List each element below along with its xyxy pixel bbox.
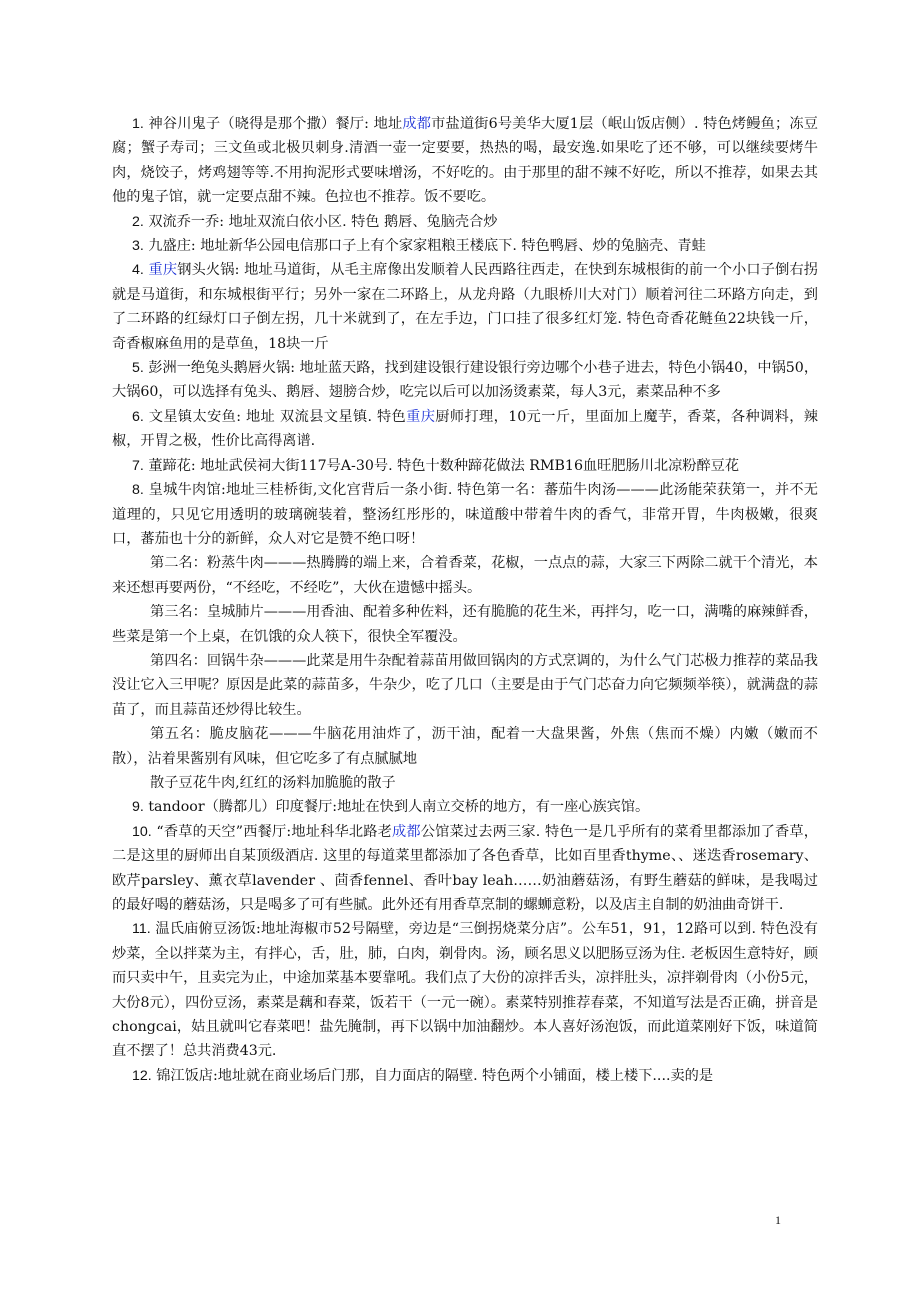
list-item: 7. 董蹄花: 地址武侯祠大街117号A-30号. 特色十数种蹄花做法 RMB16血旺肥肠川北凉粉醉豆花 (132, 457, 740, 474)
sub-paragraph: 第五名：脆皮脑花———牛脑花用油炸了，沥干油，配着一大盘果酱，外焦（焦而不燥）内嫩（嫩而不散），沾着果酱别有风味，但它吃多了有点腻腻地 (112, 726, 818, 767)
list-item: 4. 重庆钢头火锅: 地址马道街，从毛主席像出发顺着人民西路往西走，在快到东城根街的前一个小口子倒右拐就是马道街，和东城根街平行；另外一家在二环路上，从龙舟路（九眼桥川大对门）顺着河往二环路方向走，到了二环路的红绿灯口子倒左拐，几十米就到了，在左手边，门口挂了很多红灯笼. 特色奇香花鲢鱼22块钱一斤，奇香椒麻鱼用的是草鱼，18块一斤 (112, 262, 818, 352)
sub-paragraph: 第三名：皇城肺片———用香油、配着多种佐料，还有脆脆的花生米，再拌匀，吃一口，满嘴的麻辣鲜香，些菜是第一个上桌，在饥饿的众人筷下，很快全军覆没。 (112, 604, 818, 645)
page-number: 1 (775, 1213, 781, 1227)
list-item: 5. 彭洲一绝兔头鹅唇火锅: 地址蓝天路，找到建设银行建设银行旁边哪个小巷子进去，特色小锅40，中锅50，大锅60，可以选择有兔头、鹅唇、翅膀合炒，吃完以后可以加汤烫素菜，每人3元，素菜品种不多 (112, 360, 819, 401)
city-link[interactable]: 重庆 (148, 262, 178, 279)
list-item: 3. 九盛庄: 地址新华公园电信那口子上有个家家粗粮王楼底下. 特色鸭唇、炒的兔脑壳、青蛙 (132, 238, 706, 255)
city-link[interactable]: 成都 (391, 823, 421, 840)
list-item: 6. 文星镇太安鱼: 地址 双流县文星镇. 特色重庆厨师打理，10元一斤，里面加上魔芋，香菜，各种调料，辣椒，开胃之极，性价比高得离谱. (112, 408, 818, 450)
document-body (112, 112, 818, 1088)
city-link[interactable]: 重庆 (406, 408, 436, 425)
list-item: 9. tandoor（腾都儿）印度餐厅:地址在快到人南立交桥的地方，有一座心族宾馆。 (132, 799, 650, 816)
list-item: 11. 温氏庙俯豆汤饭:地址海椒市52号隔壁，旁边是“三倒拐烧菜分店”。公车51，91，12路可以到. 特色没有炒菜，全以拌菜为主，有拌心，舌，肚，肺，白肉，剃骨肉。汤，顾名思义以肥肠豆汤为住. 老板因生意特好，顾而只卖中午，且卖完为止，中途加菜基本要靠吼。我们点了大份的凉拌舌头，凉拌肚头，凉拌剃骨肉（小份5元，大份8元），四份豆汤，素菜是藕和春菜，饭若干（一元一碗）。素菜特别推荐春菜，不知道写法是否正确，拼音是chongcai，姑且就叫它春菜吧！盐先腌制，再下以锅中加油翻炒。本人喜好汤泡饭，而此道菜刚好下饭，味道简直不摆了！总共消费43元. (112, 921, 818, 1060)
list-item: 10. “香草的天空”西餐厅:地址科华北路老成都公馆菜过去两三家. 特色一是几乎所有的菜肴里都添加了香草，二是这里的厨师出自某顶级酒店. 这里的每道菜里都添加了各色香草，比如百里香thyme、、迷迭香rosemary、欧芹parsley、薰衣草lavender 、茴香fennel、香叶bay leah……奶油蘑菇汤，有野生蘑菇的鲜味，是我喝过的最好喝的蘑菇汤，只是喝多了可有些腻。此外还有用香草烹制的螺蛳意粉，以及店主自制的奶油曲奇饼干. (112, 823, 818, 913)
sub-paragraph: 第四名：回锅牛杂———此菜是用牛杂配着蒜苗用做回锅肉的方式烹调的，为什么气门芯极力推荐的菜品我没让它入三甲呢？原因是此菜的蒜苗多，牛杂少，吃了几口（主要是由于气门芯奋力向它频频举筷），就满盘的蒜苗了，而且蒜苗还炒得比较生。 (112, 652, 818, 718)
list-item: 12. 锦江饭店:地址就在商业场后门那，自力面店的隔壁. 特色两个小铺面，楼上楼下....卖的是 (132, 1067, 714, 1084)
list-item: 1. 神谷川鬼子（晓得是那个撒）餐厅: 地址成都市盐道街6号美华大厦1层（岷山饭店侧）. 特色烤鳗鱼；冻豆腐；蟹子寿司；三文鱼或北极贝刺身.清酒一壶一定要要，热热的喝，最安逸.如果吃了还不够，可以继续要烤牛肉，烧饺子，烤鸡翅等等.不用拘泥形式要味增汤，不好吃的。由于那里的甜不辣不好吃，所以不推荐，如果去其他的鬼子馆，就一定要点甜不辣。色拉也不推荐。饭不要吃。 (112, 116, 818, 206)
sub-paragraph: 散子豆花牛肉,红红的汤料加脆脆的散子 (150, 774, 396, 791)
city-link[interactable]: 成都 (402, 116, 432, 132)
sub-paragraph: 第二名：粉蒸牛肉———热腾腾的端上来，合着香菜，花椒，一点点的蒜，大家三下两除二就干个清光，本来还想再要两份，“不经吃，不经吃”，大伙在遗憾中摇头。 (112, 555, 818, 596)
list-item: 8. 皇城牛肉馆:地址三桂桥街,文化宫背后一条小街. 特色第一名：蕃茄牛肉汤———此汤能荣获第一，并不无道理的，只见它用透明的玻璃碗装着，整汤红彤彤的，味道酸中带着牛肉的香气，非常开胃，牛肉极嫩，很爽口，蕃茄也十分的新鲜，众人对它是赞不绝口呀！ (112, 482, 818, 547)
list-item: 2. 双流乔一乔: 地址双流白依小区. 特色 鹅唇、兔脑壳合炒 (132, 213, 498, 230)
